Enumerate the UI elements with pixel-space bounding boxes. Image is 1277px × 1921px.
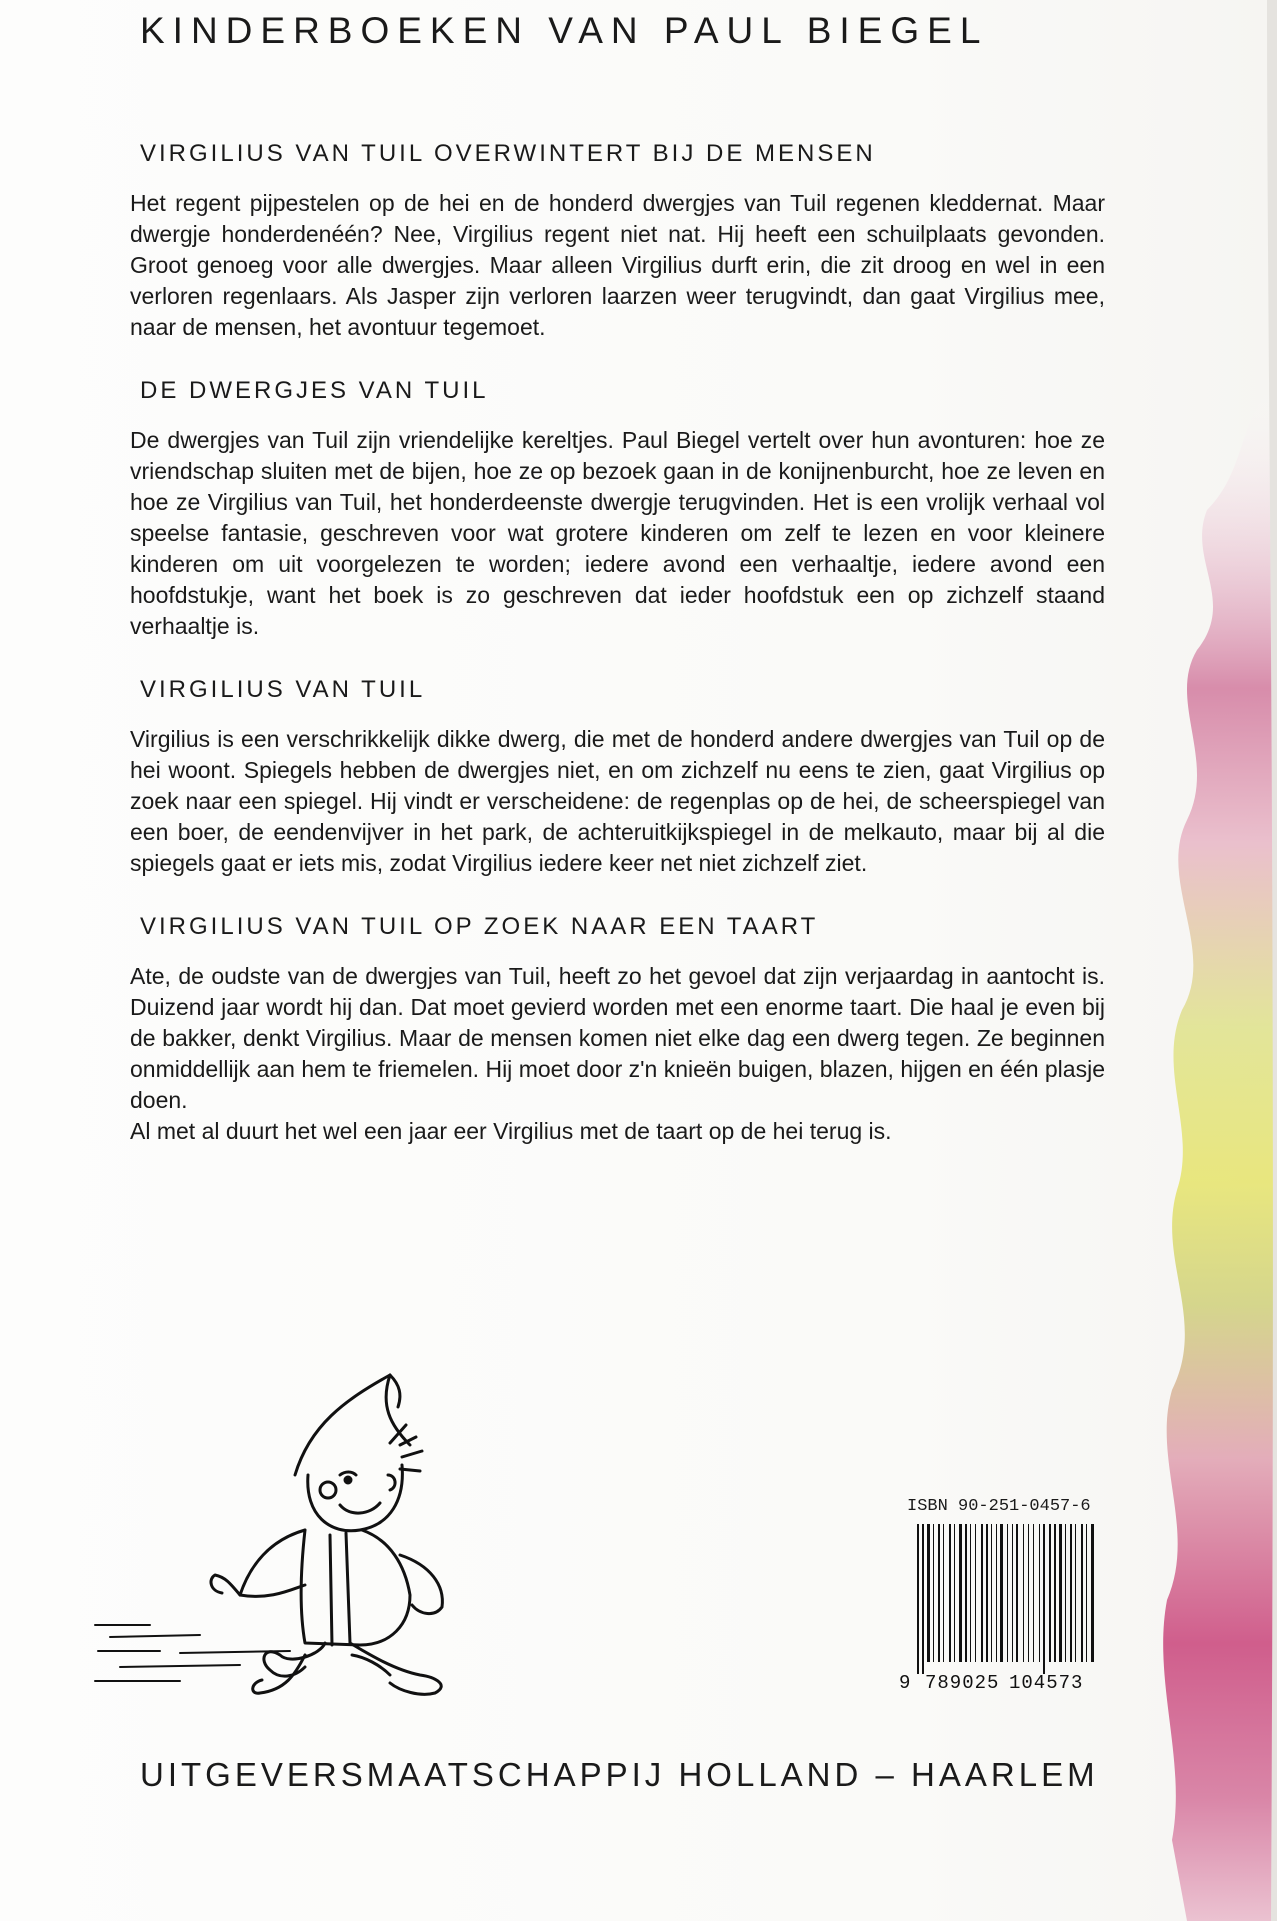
section-taart bbox=[130, 913, 1105, 1147]
section-heading: VIRGILIUS VAN TUIL OVERWINTERT BIJ DE MENSEN bbox=[140, 140, 876, 167]
section-heading: VIRGILIUS VAN TUIL bbox=[140, 676, 426, 703]
section-heading: DE DWERGJES VAN TUIL bbox=[140, 377, 489, 404]
section-text: Virgilius is een verschrikkelijk dikke dwerg, die met de honderd andere dwergjes van Tuil op de hei woont. Spiegels hebben de dwergjes niet, en om zichzelf nu eens te zien, gaat Virgilius op zoek naar een spiegel. Hij vindt er verscheidene: de regenplas op de hei, de scheerspiegel van een boer, de eendenvijver in het park, de achteruitkijkspiegel in de melkauto, maar bij al die spiegels gaat er iets mis, zodat Virgilius iedere keer net niet zichzelf ziet. bbox=[130, 726, 1105, 876]
section-virgilius bbox=[130, 676, 1105, 879]
isbn-label: ISBN 90-251-0457-6 bbox=[907, 1497, 1091, 1516]
section-heading: VIRGILIUS VAN TUIL OP ZOEK NAAR EEN TAART bbox=[140, 913, 819, 940]
barcode bbox=[897, 1524, 1101, 1694]
section-overwintert bbox=[130, 140, 1105, 343]
section-text: Het regent pijpestelen op de hei en de honderd dwergjes van Tuil regenen kleddernat. Maar dwergje honderdenéén? Nee, Virgilius regent niet nat. Hij heeft een schuilplaats gevonden. Groot genoeg voor alle dwergjes. Maar alleen Virgilius durft erin, die zit droog en wel in een verloren regenlaars. Als Jasper zijn verloren laarzen weer terugvindt, dan gaat Virgilius mee, naar de mensen, het avontuur tegemoet. bbox=[130, 190, 1105, 340]
publisher-name: UITGEVERSMAATSCHAPPIJ HOLLAND – HAARLEM bbox=[140, 1756, 1099, 1793]
isbn-barcode-block bbox=[897, 1497, 1101, 1694]
paint-smear-decoration bbox=[1127, 0, 1277, 1921]
barcode-first-digit: 9 bbox=[899, 1672, 911, 1694]
gnome-illustration bbox=[90, 1325, 570, 1705]
section-text: Ate, de oudste van de dwergjes van Tuil, heeft zo het gevoel dat zijn verjaardag in aantocht is. Duizend jaar wordt hij dan. Dat moet gevierd worden met een enorme taart. Die haal je even bij de bakker, denkt Virgilius. Maar de mensen komen niet elke dag een dwerg tegen. Ze beginnen onmiddellijk aan hem te friemelen. Hij moet door z'n knieën buigen, blazen, hijgen en één plasje doen. Al met al duurt het wel een jaar eer Virgilius met de taart op de hei terug is. bbox=[130, 963, 1105, 1144]
series-title: KINDERBOEKEN VAN PAUL BIEGEL bbox=[140, 10, 989, 51]
section-dwergjes bbox=[130, 377, 1105, 642]
barcode-group-2: 104573 bbox=[1009, 1672, 1084, 1694]
section-text: De dwergjes van Tuil zijn vriendelijke kereltjes. Paul Biegel vertelt over hun avonturen: hoe ze vriendschap sluiten met de bijen, hoe ze op bezoek gaan in de konijnenburcht, hoe ze leven en hoe ze Virgilius van Tuil, het honderdeenste dwergje terugvinden. Het is een vrolijk verhaal vol speelse fantasie, geschreven voor wat grotere kinderen om zelf te lezen en voor kleinere kinderen om uit voorgelezen te worden; iedere avond een verhaaltje, iedere avond een hoofdstukje, want het boek is zo geschreven dat ieder hoofdstuk een op zichzelf staand verhaaltje is. bbox=[130, 427, 1105, 639]
barcode-group-1: 789025 bbox=[925, 1672, 1000, 1694]
descriptions bbox=[130, 140, 1105, 1181]
